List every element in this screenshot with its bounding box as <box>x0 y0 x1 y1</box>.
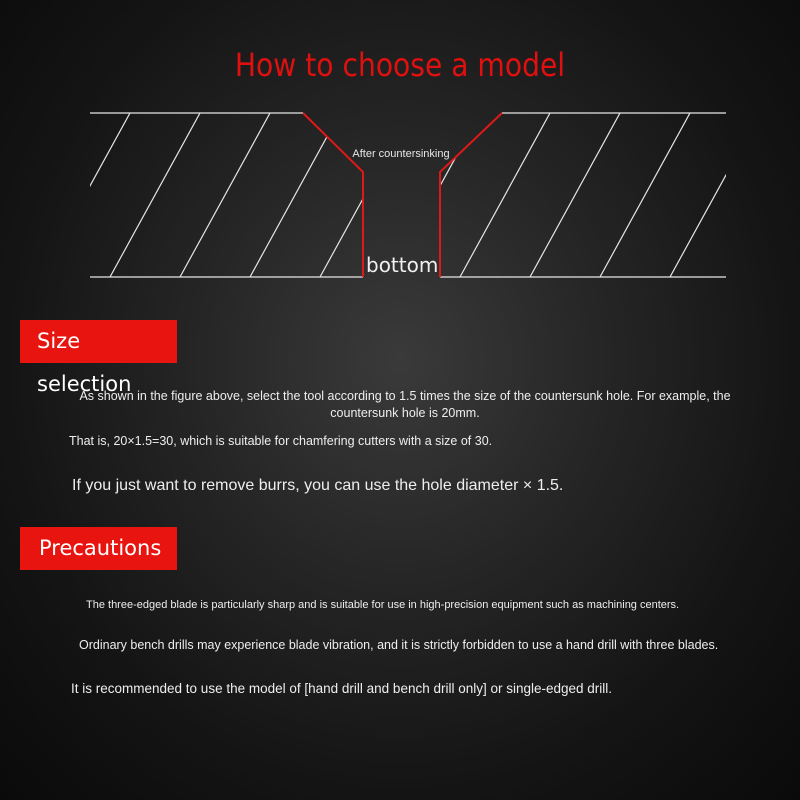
size-selection-header: Size selection <box>20 320 177 363</box>
precaution-item-2: Ordinary bench drills may experience blade vibration, and it is strictly forbidden to use a hand drill with three blades. <box>79 638 719 652</box>
precaution-item-1: The three-edged blade is particularly sharp and is suitable for use in high-precision equipment such as machining centers. <box>86 599 680 611</box>
size-paragraph-1: As shown in the figure above, select the tool according to 1.5 times the size of the countersunk hole. For example, the countersunk hole is 20mm. <box>79 389 731 420</box>
hatch-line <box>460 113 550 277</box>
hatch-line <box>600 113 690 277</box>
size-paragraph-3: If you just want to remove burrs, you can use the hole diameter × 1.5. <box>72 477 564 494</box>
bottom-label: bottom <box>366 253 439 277</box>
hatch-line <box>40 113 130 277</box>
hatch-line <box>250 113 340 277</box>
precautions-header: Precautions <box>20 527 177 570</box>
hatch-line <box>530 113 620 277</box>
after-countersinking-label: After countersinking <box>352 148 450 160</box>
hatch-line <box>110 113 200 277</box>
hatch-line <box>740 113 800 277</box>
precaution-item-3: It is recommended to use the model of [hand drill and bench drill only] or single-edged drill. <box>71 681 613 696</box>
hatch-line <box>670 113 760 277</box>
hatch-line <box>180 113 270 277</box>
page-title: How to choose a model <box>234 46 566 84</box>
size-paragraph-2: That is, 20×1.5=30, which is suitable for chamfering cutters with a size of 30. <box>69 434 493 448</box>
